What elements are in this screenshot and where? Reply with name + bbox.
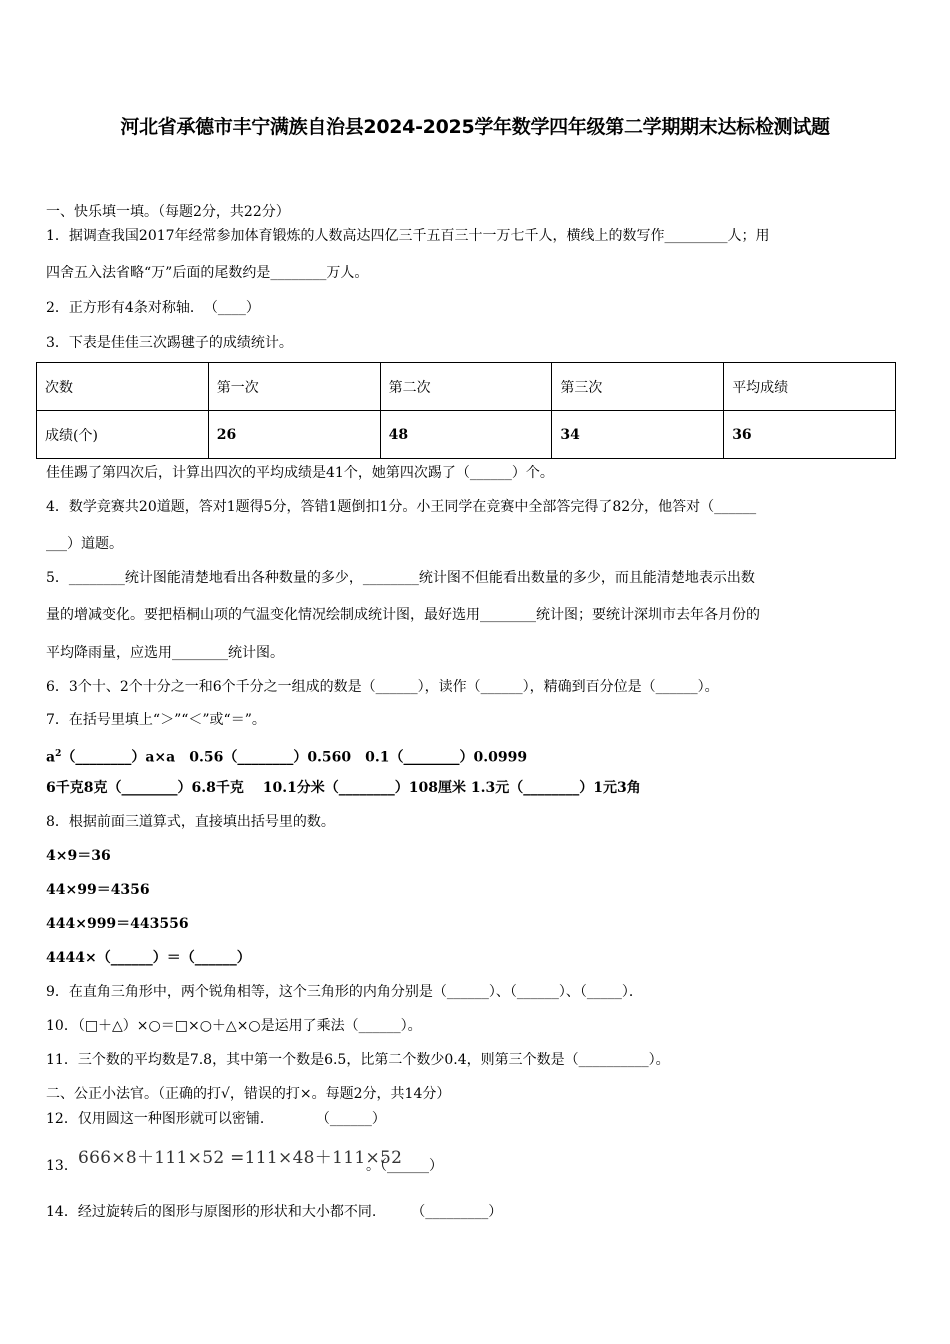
table-header-row bbox=[37, 363, 896, 411]
question-5-line-2: 量的增减变化。要把梧桐山项的气温变化情况绘制成统计图，最好选用________统计图；要统计深圳市去年各月份的 bbox=[46, 607, 760, 623]
question-7-line-1: 7．在括号里填上“＞”“＜”或“＝”。 bbox=[46, 712, 266, 728]
question-13-number: 13． bbox=[46, 1158, 78, 1174]
question-4-line-2: ___）道题。 bbox=[46, 536, 123, 552]
question-9: 9．在直角三角形中，两个锐角相等，这个三角形的内角分别是（______）、（______）、（_____）． bbox=[46, 984, 643, 1000]
score-table bbox=[36, 362, 896, 459]
math-base: a bbox=[46, 749, 56, 766]
table-cell: 平均成绩 bbox=[724, 363, 896, 411]
math-exponent: 2 bbox=[55, 749, 62, 759]
table-cell: 成绩(个) bbox=[37, 411, 209, 459]
math-text: （________）a×a 0.56（________）0.560 0.1（________）0.0999 bbox=[61, 749, 528, 766]
equation-3: 444×999＝443556 bbox=[46, 916, 189, 932]
question-5-line-1: 5．________统计图能清楚地看出各种数量的多少，________统计图不但能看出数量的多少，而且能清楚地表示出数 bbox=[46, 570, 755, 586]
table-row bbox=[37, 411, 896, 459]
question-13-answer: 。（______） bbox=[366, 1158, 443, 1174]
question-12: 12．仅用圆这一种图形就可以密铺． （______） bbox=[46, 1111, 386, 1127]
table-cell: 次数 bbox=[37, 363, 209, 411]
section-heading-1: 一、快乐填一填。（每题2分，共22分） bbox=[46, 204, 290, 220]
question-1-line-2: 四舍五入法省略“万”后面的尾数约是________万人。 bbox=[46, 265, 369, 281]
question-8-line-1: 8．根据前面三道算式，直接填出括号里的数。 bbox=[46, 814, 335, 830]
table-cell: 第三次 bbox=[552, 363, 724, 411]
question-7-line-2 bbox=[46, 745, 527, 767]
table-cell: 34 bbox=[552, 411, 724, 459]
question-11: 11．三个数的平均数是7.8，其中第一个数是6.5，比第二个数少0.4，则第三个数是（__________）。 bbox=[46, 1052, 670, 1068]
table-cell: 第二次 bbox=[380, 363, 552, 411]
question-14: 14．经过旋转后的图形与原图形的形状和大小都不同. （_________） bbox=[46, 1204, 503, 1220]
math-expression: 666×8＋111×52 =111×48＋111×52 bbox=[78, 1148, 403, 1168]
table-cell: 第一次 bbox=[208, 363, 380, 411]
table-cell: 26 bbox=[208, 411, 380, 459]
table-cell: 36 bbox=[724, 411, 896, 459]
question-5-line-3: 平均降雨量，应选用________统计图。 bbox=[46, 645, 284, 661]
section-heading-2: 二、公正小法官。（正确的打√，错误的打×。每题2分，共14分） bbox=[46, 1086, 451, 1102]
equation-4: 4444×（______）＝（______） bbox=[46, 950, 251, 966]
question-6: 6．3个十、2个十分之一和6个千分之一组成的数是（______），读作（______），精确到百分位是（______）。 bbox=[46, 679, 719, 695]
table-cell: 48 bbox=[380, 411, 552, 459]
equation-2: 44×99＝4356 bbox=[46, 882, 150, 898]
question-2: 2．正方形有4条对称轴． （____） bbox=[46, 300, 260, 316]
question-3-followup: 佳佳踢了第四次后，计算出四次的平均成绩是41个，她第四次踢了（______）个。 bbox=[46, 465, 554, 481]
page-title: 河北省承德市丰宁满族自治县2024-2025学年数学四年级第二学期期末达标检测试题 bbox=[120, 116, 830, 138]
equation-1: 4×9＝36 bbox=[46, 848, 111, 864]
question-1-line-1: 1．据调查我国2017年经常参加体育锻炼的人数高达四亿三千五百三十一万七千人，横线上的数写作_________人；用 bbox=[46, 228, 770, 244]
question-3: 3．下表是佳佳三次踢毽子的成绩统计。 bbox=[46, 335, 293, 351]
question-10: 10．（□＋△）×○＝□×○＋△×○是运用了乘法（______）。 bbox=[46, 1018, 422, 1034]
question-4-line-1: 4．数学竞赛共20道题，答对1题得5分，答错1题倒扣1分。小王同学在竞赛中全部答完得了82分，他答对（______ bbox=[46, 499, 757, 515]
question-7-line-3: 6千克8克（________）6.8千克 10.1分米（________）108厘米 1.3元（________）1元3角 bbox=[46, 780, 641, 796]
